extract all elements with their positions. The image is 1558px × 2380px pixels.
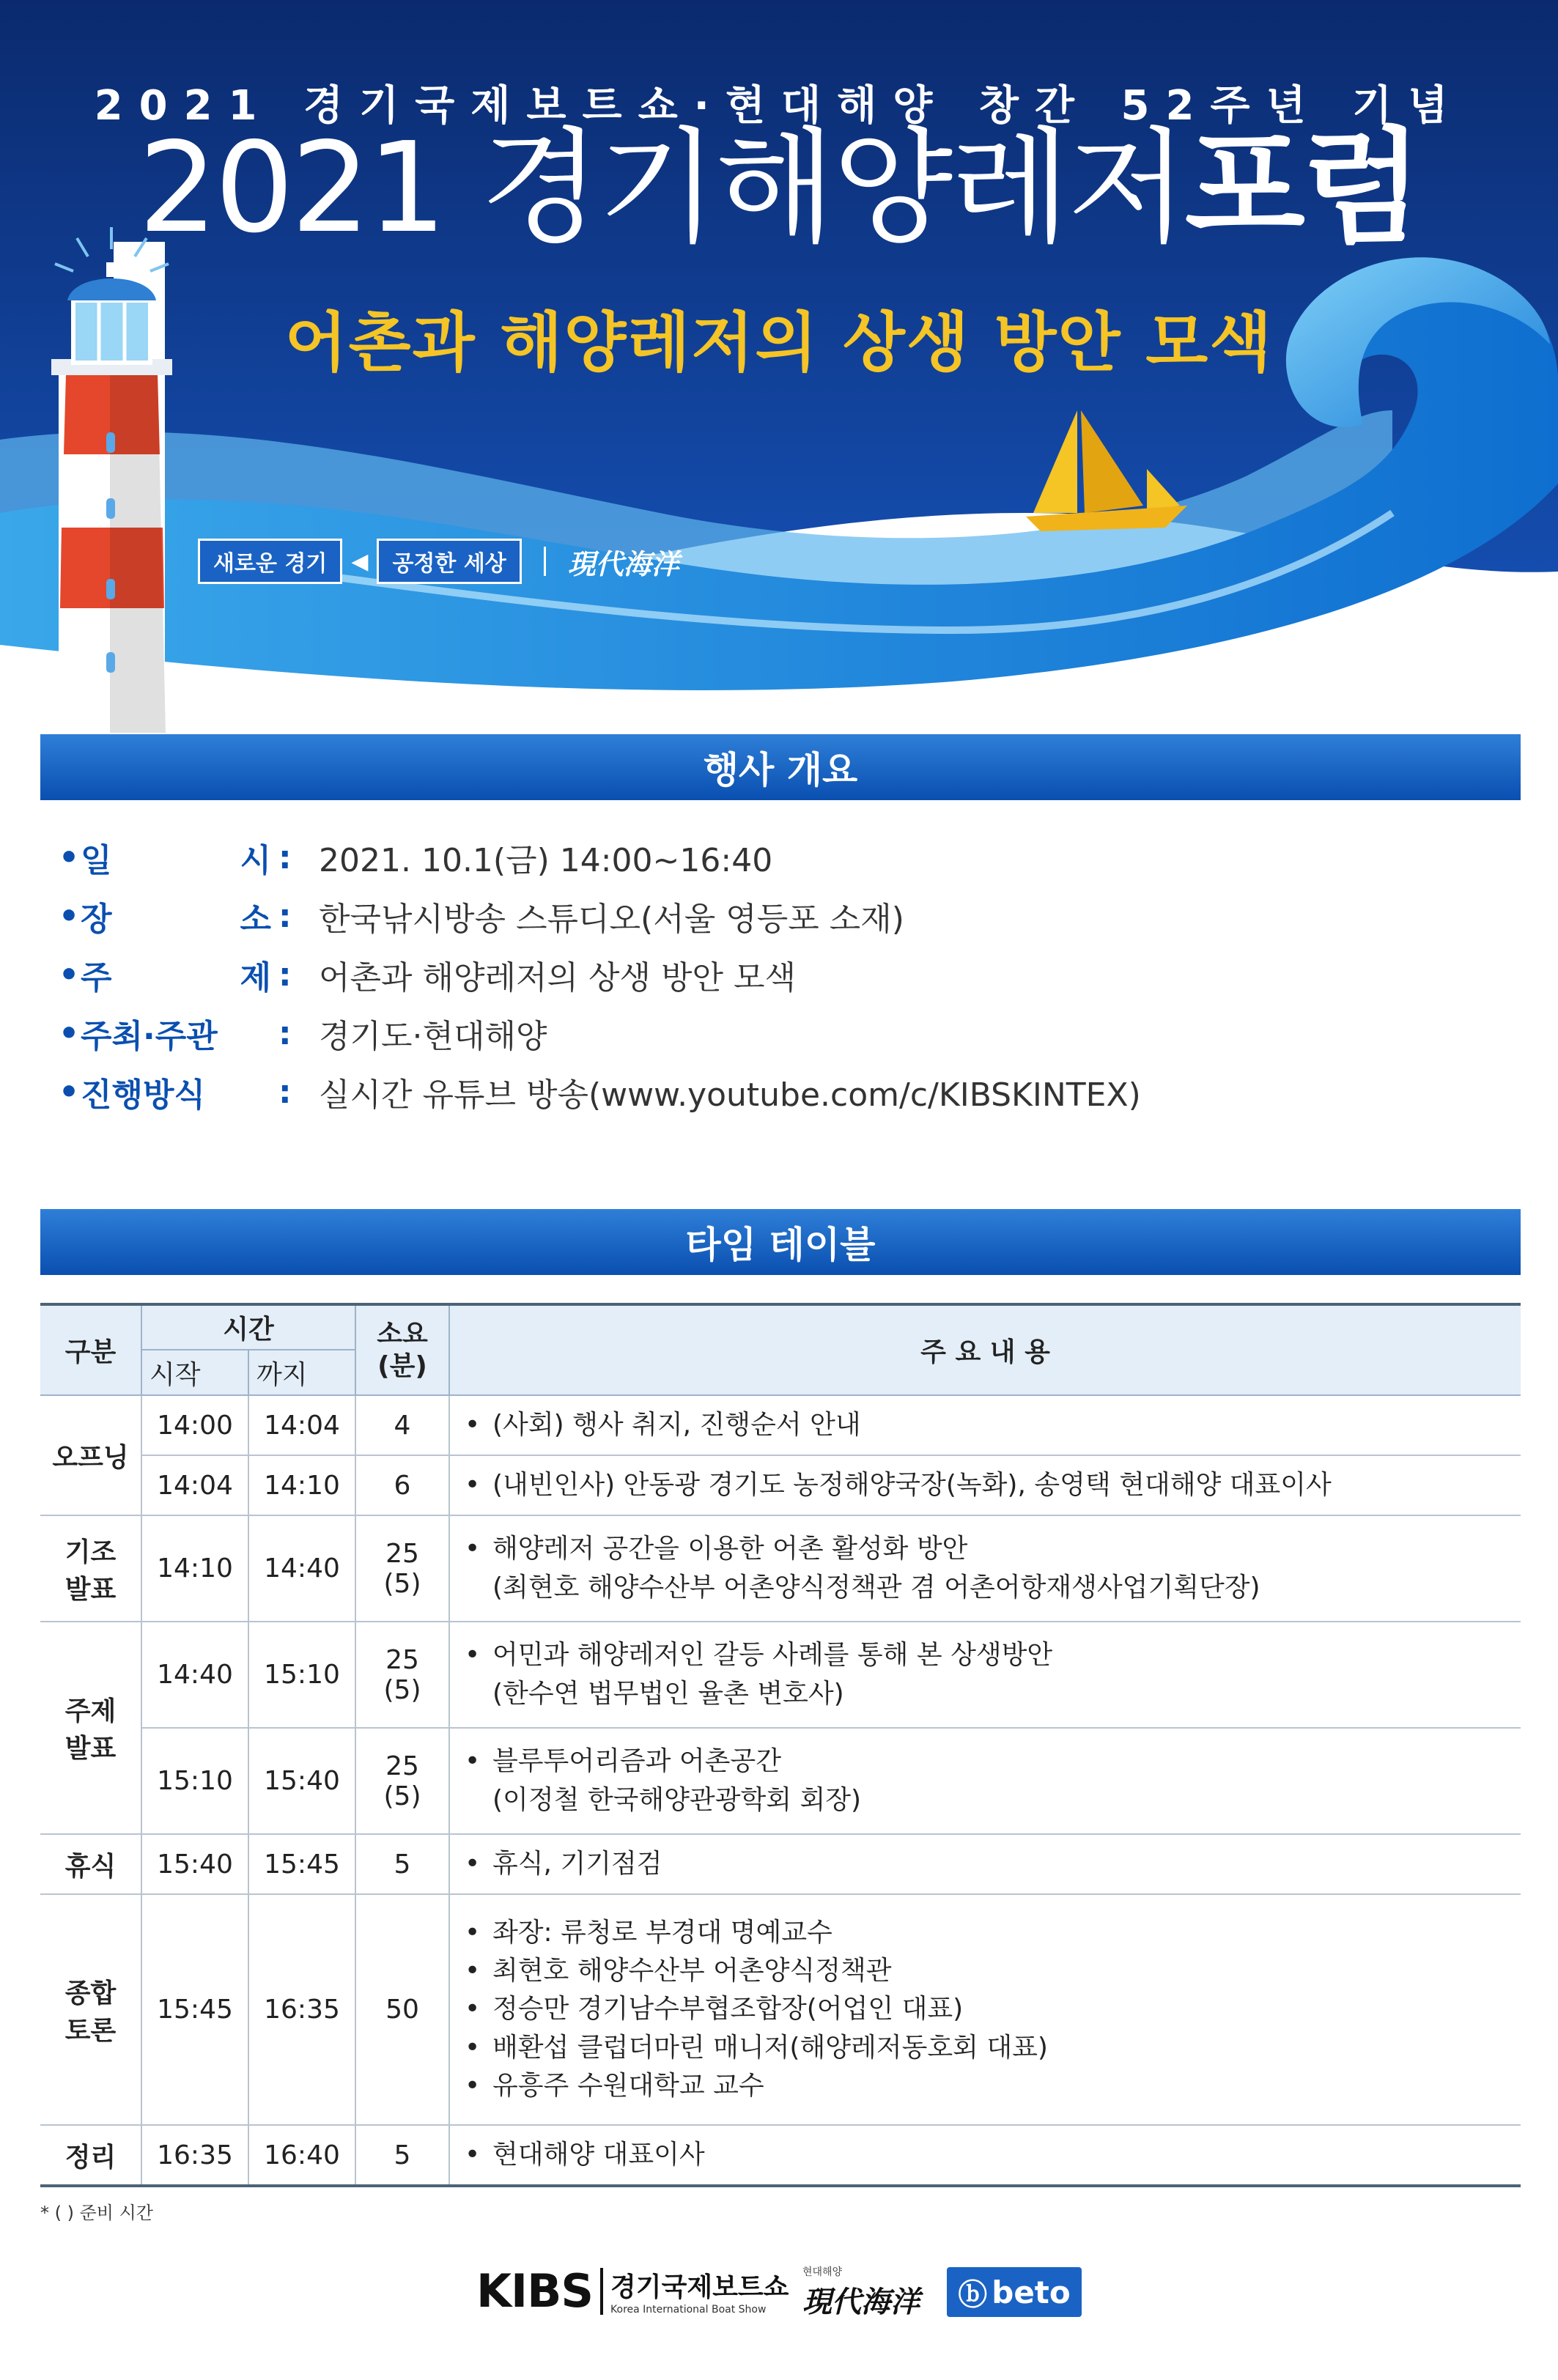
overview-label: 주 제 bbox=[81, 959, 271, 997]
table-header-row bbox=[40, 1304, 1521, 1350]
hyundai-haeyang-logo bbox=[802, 2264, 920, 2321]
beto-circle-icon: ⓑ bbox=[958, 2277, 988, 2312]
row-duration: 5 bbox=[355, 1834, 449, 1894]
list-item: • 주 제 : 어촌과 해양레저의 상생 방안 모색 bbox=[59, 945, 1141, 1004]
row-category: 주제 발표 bbox=[40, 1622, 141, 1834]
beto-logo bbox=[947, 2267, 1082, 2317]
bullet-icon: • bbox=[59, 1014, 80, 1052]
slogan-arrow-icon: ◀ bbox=[351, 548, 369, 574]
overview-heading: 행사 개요 bbox=[703, 749, 858, 791]
table-row bbox=[40, 1395, 1521, 1455]
slogan-divider bbox=[544, 547, 546, 576]
row-start: 16:35 bbox=[141, 2125, 248, 2186]
row-content: • (내빈인사) 안동광 경기도 농정해양국장(녹화), 송영택 현대해양 대표이사 bbox=[449, 1455, 1521, 1515]
title-bold: 포럼 bbox=[1184, 116, 1420, 261]
row-start: 15:10 bbox=[141, 1728, 248, 1834]
row-content: • 해양레저 공간을 이용한 어촌 활성화 방안 (최현호 해양수산부 어촌양식정책관 겸 어촌어항재생사업기획단장) bbox=[449, 1515, 1521, 1622]
kibs-wordmark: KIBS bbox=[476, 2264, 594, 2318]
hd-mark: 現代海洋 bbox=[802, 2285, 920, 2319]
row-content: • 휴식, 기기점검 bbox=[449, 1834, 1521, 1894]
bullet-icon: • bbox=[59, 838, 80, 876]
row-duration: 25 (5) bbox=[355, 1728, 449, 1834]
slogan-row bbox=[198, 539, 679, 584]
slogan-pill-a: 새로운 경기 bbox=[198, 539, 342, 584]
overview-label: 주최·주관 bbox=[81, 1018, 218, 1055]
table-row bbox=[40, 1894, 1521, 2125]
page-title bbox=[0, 116, 1558, 261]
table-row bbox=[40, 1834, 1521, 1894]
row-start: 14:40 bbox=[141, 1622, 248, 1728]
kibs-logo bbox=[476, 2264, 789, 2318]
overview-list bbox=[59, 828, 1141, 1121]
overview-value: 실시간 유튜브 방송(www.youtube.com/c/KIBSKINTEX) bbox=[319, 1076, 1141, 1114]
forum-theme: 어촌과 해양레저의 상생 방안 모색 bbox=[284, 305, 1274, 380]
row-start: 15:45 bbox=[141, 1894, 248, 2125]
overview-value: 한국낚시방송 스튜디오(서울 영등포 소재) bbox=[319, 901, 904, 938]
bullet-icon: • bbox=[59, 897, 80, 935]
row-start: 15:40 bbox=[141, 1834, 248, 1894]
bullet-icon: • bbox=[59, 1073, 80, 1111]
row-category: 정리 bbox=[40, 2125, 141, 2186]
title-regular: 2021 경기해양레저 bbox=[138, 116, 1185, 261]
row-content: • 현대해양 대표이사 bbox=[449, 2125, 1521, 2186]
header-time: 시간 bbox=[141, 1304, 355, 1350]
header-duration: 소요 (분) bbox=[355, 1304, 449, 1395]
overview-value: 경기도·현대해양 bbox=[319, 1018, 547, 1055]
row-content: • 블루투어리즘과 어촌공간 (이정철 한국해양관광학회 회장) bbox=[449, 1728, 1521, 1834]
header-start: 시작 bbox=[141, 1350, 248, 1395]
list-item: • 장 소 : 한국낚시방송 스튜디오(서울 영등포 소재) bbox=[59, 887, 1141, 945]
hero-banner bbox=[0, 0, 1558, 733]
row-end: 14:40 bbox=[248, 1515, 355, 1622]
row-start: 14:04 bbox=[141, 1455, 248, 1515]
row-end: 16:40 bbox=[248, 2125, 355, 2186]
row-end: 15:40 bbox=[248, 1728, 355, 1834]
slogan-pill-b: 공정한 세상 bbox=[377, 539, 521, 584]
row-content: • 좌장: 류청로 부경대 명예교수 • 최현호 해양수산부 어촌양식정책관 • 정승만 경기남수부협조합장(어업인 대표) • 배환섭 클럽더마린 매니저(해양레저동호회 대표) • 유흥주 수원대학교 교수 bbox=[449, 1894, 1521, 2125]
anniversary-subtitle: 2021 경기국제보트쇼·현대해양 창간 52주년 기념 bbox=[94, 82, 1464, 130]
row-category: 기조 발표 bbox=[40, 1515, 141, 1622]
table-footnote: * ( ) 준비 시간 bbox=[40, 2203, 153, 2223]
row-start: 14:10 bbox=[141, 1515, 248, 1622]
header-content: 주 요 내 용 bbox=[449, 1304, 1521, 1395]
table-row bbox=[40, 1515, 1521, 1622]
row-end: 15:10 bbox=[248, 1622, 355, 1728]
row-duration: 25 (5) bbox=[355, 1515, 449, 1622]
kibs-korean-name: 경기국제보트쇼 bbox=[610, 2272, 789, 2302]
overview-label: 진행방식 bbox=[81, 1076, 206, 1114]
row-start: 14:00 bbox=[141, 1395, 248, 1455]
table-row bbox=[40, 1455, 1521, 1515]
list-item: • 진행방식 : 실시간 유튜브 방송(www.youtube.com/c/KIBSKINTEX) bbox=[59, 1062, 1141, 1121]
table-row bbox=[40, 1622, 1521, 1728]
row-end: 14:10 bbox=[248, 1455, 355, 1515]
row-duration: 50 bbox=[355, 1894, 449, 2125]
row-duration: 6 bbox=[355, 1455, 449, 1515]
row-duration: 5 bbox=[355, 2125, 449, 2186]
list-item: • 주최·주관 : 경기도·현대해양 bbox=[59, 1004, 1141, 1062]
beto-wordmark: beto bbox=[992, 2274, 1071, 2310]
hd-small-label: 현대해양 bbox=[802, 2266, 843, 2278]
row-end: 14:04 bbox=[248, 1395, 355, 1455]
overview-value: 2021. 10.1(금) 14:00~16:40 bbox=[319, 842, 773, 879]
row-duration: 4 bbox=[355, 1395, 449, 1455]
row-end: 16:35 bbox=[248, 1894, 355, 2125]
header-category: 구분 bbox=[40, 1304, 141, 1395]
schedule-heading: 타임 테이블 bbox=[685, 1224, 876, 1266]
header-end: 까지 bbox=[248, 1350, 355, 1395]
row-category: 종합 토론 bbox=[40, 1894, 141, 2125]
schedule-table bbox=[40, 1303, 1521, 2187]
overview-label: 장 소 bbox=[81, 901, 271, 938]
row-category: 오프닝 bbox=[40, 1395, 141, 1515]
list-item: • 일 시 : 2021. 10.1(금) 14:00~16:40 bbox=[59, 828, 1141, 887]
row-content: • (사회) 행사 취지, 진행순서 안내 bbox=[449, 1395, 1521, 1455]
overview-value: 어촌과 해양레저의 상생 방안 모색 bbox=[319, 959, 796, 997]
row-end: 15:45 bbox=[248, 1834, 355, 1894]
row-content: • 어민과 해양레저인 갈등 사례를 통해 본 상생방안 (한수연 법무법인 율촌 변호사) bbox=[449, 1622, 1521, 1728]
footer-logos bbox=[0, 2264, 1558, 2330]
row-category: 휴식 bbox=[40, 1834, 141, 1894]
overview-heading-bar bbox=[40, 734, 1521, 800]
overview-label: 일 시 bbox=[81, 842, 271, 879]
publisher-logo: 現代海洋 bbox=[567, 547, 679, 580]
row-duration: 25 (5) bbox=[355, 1622, 449, 1728]
table-row bbox=[40, 1728, 1521, 1834]
table-row bbox=[40, 2125, 1521, 2186]
kibs-english-name: Korea International Boat Show bbox=[610, 2304, 767, 2316]
bullet-icon: • bbox=[59, 956, 80, 994]
schedule-heading-bar bbox=[40, 1209, 1521, 1275]
